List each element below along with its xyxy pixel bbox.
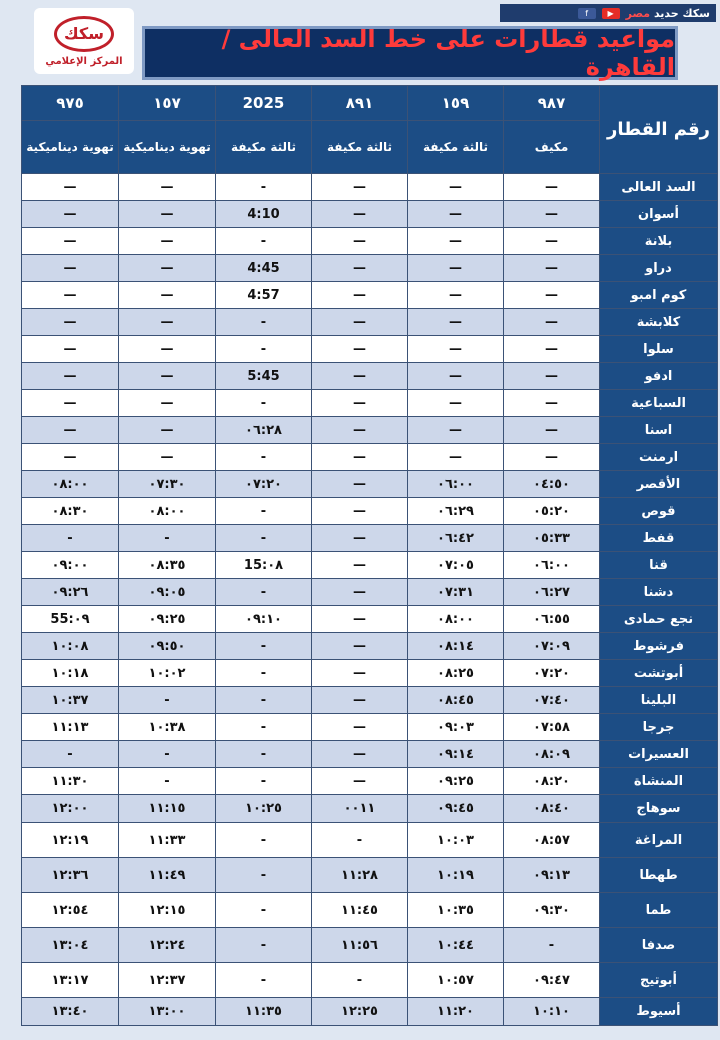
departure-time: ٠٩:٤٧ (504, 963, 600, 998)
departure-time: ١٢:٥٤ (22, 893, 119, 928)
departure-time: - (119, 525, 216, 552)
departure-time: — (312, 336, 408, 363)
youtube-icon[interactable]: ▶ (602, 8, 620, 19)
departure-time: - (216, 660, 312, 687)
departure-time: - (119, 687, 216, 714)
station-name: اسنا (600, 417, 718, 444)
station-name: صدفا (600, 928, 718, 963)
departure-time: — (504, 309, 600, 336)
departure-time: 4:10 (216, 201, 312, 228)
departure-time: — (312, 498, 408, 525)
departure-time: — (504, 444, 600, 471)
departure-time: — (312, 309, 408, 336)
departure-time: ٠٩:٢٥ (119, 606, 216, 633)
departure-time: — (119, 201, 216, 228)
departure-time: - (216, 633, 312, 660)
train-number: 2025 (216, 86, 312, 121)
departure-time: - (216, 444, 312, 471)
departure-time: — (504, 174, 600, 201)
station-name: السباعية (600, 390, 718, 417)
departure-time: — (408, 417, 504, 444)
table-row (22, 687, 718, 714)
departure-time: ١٣:١٧ (22, 963, 119, 998)
departure-time: ٠٩:٢٦ (22, 579, 119, 606)
departure-time: ٠٩:٤٥ (408, 795, 504, 823)
station-name: المراغة (600, 823, 718, 858)
station-name: أبوتشت (600, 660, 718, 687)
departure-time: — (312, 579, 408, 606)
departure-time: ٠٩:٠٠ (22, 552, 119, 579)
station-name: السد العالى (600, 174, 718, 201)
departure-time: - (216, 741, 312, 768)
departure-time: - (216, 498, 312, 525)
departure-time: ١٢:١٥ (119, 893, 216, 928)
departure-time: - (216, 228, 312, 255)
departure-time: — (312, 660, 408, 687)
departure-time: - (119, 741, 216, 768)
departure-time: - (216, 390, 312, 417)
departure-time: ١٠:١٩ (408, 858, 504, 893)
departure-time: - (22, 741, 119, 768)
station-name: دراو (600, 255, 718, 282)
table-row (22, 768, 718, 795)
departure-time: ١٠:١٨ (22, 660, 119, 687)
departure-time: ٠٨:٤٠ (504, 795, 600, 823)
departure-time: ١١:٣٠ (22, 768, 119, 795)
departure-time: — (408, 336, 504, 363)
departure-time: ١٣:٠٠ (119, 998, 216, 1026)
departure-time: - (216, 858, 312, 893)
table-row (22, 741, 718, 768)
departure-time: — (408, 201, 504, 228)
train-number-header: رقم القطار (600, 86, 718, 174)
table-row (22, 471, 718, 498)
table-row (22, 795, 718, 823)
departure-time: ٠٦:٢٧ (504, 579, 600, 606)
departure-time: - (216, 336, 312, 363)
departure-time: ٠٠١١ (312, 795, 408, 823)
station-name: كوم امبو (600, 282, 718, 309)
departure-time: ٠٧:٣٠ (119, 471, 216, 498)
departure-time: ١٠:٤٤ (408, 928, 504, 963)
departure-time: ٠٩:٢٥ (408, 768, 504, 795)
brand-name: سكك حديد مصر (625, 6, 710, 20)
departure-time: — (312, 525, 408, 552)
table-row (22, 174, 718, 201)
station-name: أسوان (600, 201, 718, 228)
departure-time: - (216, 714, 312, 741)
departure-time: — (408, 174, 504, 201)
table-row (22, 606, 718, 633)
table-row (22, 498, 718, 525)
departure-time: — (119, 282, 216, 309)
departure-time: — (22, 282, 119, 309)
departure-time: ٠٦:٢٩ (408, 498, 504, 525)
departure-time: — (504, 201, 600, 228)
station-name: بلانة (600, 228, 718, 255)
station-name: أسيوط (600, 998, 718, 1026)
departure-time: - (216, 768, 312, 795)
departure-time: ٠٩:١٣ (504, 858, 600, 893)
station-name: قفط (600, 525, 718, 552)
table-row (22, 858, 718, 893)
departure-time: — (119, 255, 216, 282)
departure-time: ٠٩:55 (22, 606, 119, 633)
departure-time: — (22, 390, 119, 417)
departure-time: ٠٨:٤٥ (408, 687, 504, 714)
departure-time: ٠٨:٣٠ (22, 498, 119, 525)
departure-time: ٠٥:٣٣ (504, 525, 600, 552)
station-name: طهطا (600, 858, 718, 893)
station-name: سوهاج (600, 795, 718, 823)
departure-time: ٠٧:٥٨ (504, 714, 600, 741)
departure-time: — (504, 282, 600, 309)
table-row (22, 282, 718, 309)
departure-time: — (312, 228, 408, 255)
departure-time: ٠٩:٥٠ (119, 633, 216, 660)
departure-time: — (22, 228, 119, 255)
departure-time: ١١:٤٩ (119, 858, 216, 893)
departure-time: ٠٧:٠٩ (504, 633, 600, 660)
departure-time: — (312, 363, 408, 390)
departure-time: — (119, 390, 216, 417)
departure-time: 5:45 (216, 363, 312, 390)
departure-time: ١١:٢٨ (312, 858, 408, 893)
departure-time: ٠٨:٠٩ (504, 741, 600, 768)
station-name: الأقصر (600, 471, 718, 498)
departure-time: ١٢:٢٥ (312, 998, 408, 1026)
departure-time: — (119, 228, 216, 255)
departure-time: — (312, 633, 408, 660)
departure-time: — (22, 417, 119, 444)
departure-time: - (216, 525, 312, 552)
station-name: أبوتيج (600, 963, 718, 998)
train-number: ١٥٩ (408, 86, 504, 121)
table-row (22, 336, 718, 363)
departure-time: ٠٨:٠٠ (22, 471, 119, 498)
table-row (22, 390, 718, 417)
departure-time: ٠٧:٤٠ (504, 687, 600, 714)
table-row (22, 579, 718, 606)
departure-time: — (312, 444, 408, 471)
departure-time: — (312, 606, 408, 633)
departure-time: - (312, 823, 408, 858)
departure-time: 4:57 (216, 282, 312, 309)
departure-time: ٠٧:٠٥ (408, 552, 504, 579)
table-row (22, 823, 718, 858)
departure-time: ١٠:٠٨ (22, 633, 119, 660)
logo-label: المركز الإعلامي (45, 55, 123, 67)
departure-time: — (119, 417, 216, 444)
station-name: طما (600, 893, 718, 928)
departure-time: — (22, 309, 119, 336)
departure-time: — (408, 309, 504, 336)
departure-time: — (408, 228, 504, 255)
departure-time: ٠٦:٤٢ (408, 525, 504, 552)
station-name: جرجا (600, 714, 718, 741)
departure-time: ١٢:١٩ (22, 823, 119, 858)
departure-time: — (22, 174, 119, 201)
station-name: كلابشة (600, 309, 718, 336)
departure-time: - (216, 963, 312, 998)
departure-time: ١١:٣٣ (119, 823, 216, 858)
departure-time: ٠٨:٠٠ (119, 498, 216, 525)
departure-time: ١١:٢٠ (408, 998, 504, 1026)
departure-time: — (312, 714, 408, 741)
train-type: ثالثة مكيفة (216, 121, 312, 174)
departure-time: - (119, 768, 216, 795)
departure-time: — (119, 444, 216, 471)
departure-time: ٠٩:١٠ (216, 606, 312, 633)
train-type: ثالثة مكيفة (408, 121, 504, 174)
departure-time: ٠٨:١٤ (408, 633, 504, 660)
departure-time: — (312, 417, 408, 444)
station-name: نجع حمادى (600, 606, 718, 633)
station-name: ادفو (600, 363, 718, 390)
departure-time: ١١:١٣ (22, 714, 119, 741)
departure-time: - (504, 928, 600, 963)
departure-time: ١٠:٥٧ (408, 963, 504, 998)
departure-time: ٠٦:٥٥ (504, 606, 600, 633)
departure-time: — (312, 255, 408, 282)
departure-time: - (216, 309, 312, 336)
train-type: تهوية ديناميكية (119, 121, 216, 174)
train-schedule-table (21, 85, 718, 1026)
departure-time: - (216, 174, 312, 201)
train-number: ٩٧٥ (22, 86, 119, 121)
departure-time: ١١:٥٦ (312, 928, 408, 963)
table-row (22, 714, 718, 741)
departure-time: — (504, 228, 600, 255)
departure-time: ١٢:٣٦ (22, 858, 119, 893)
station-name: العسيرات (600, 741, 718, 768)
departure-time: ٠٦:٢٨ (216, 417, 312, 444)
station-name: ارمنت (600, 444, 718, 471)
departure-time: ١٢:٠٠ (22, 795, 119, 823)
departure-time: ٠٧:٢٠ (216, 471, 312, 498)
departure-time: ٠٦:٠٠ (504, 552, 600, 579)
station-name: قوص (600, 498, 718, 525)
departure-time: ٠٤:٥٠ (504, 471, 600, 498)
departure-time: — (22, 363, 119, 390)
table-row (22, 525, 718, 552)
departure-time: — (504, 336, 600, 363)
table-row (22, 363, 718, 390)
departure-time: — (504, 255, 600, 282)
departure-time: — (312, 687, 408, 714)
departure-time: — (119, 174, 216, 201)
departure-time: ١٠:٢٥ (216, 795, 312, 823)
station-name: قنا (600, 552, 718, 579)
station-name: دشنا (600, 579, 718, 606)
departure-time: - (312, 963, 408, 998)
departure-time: 4:45 (216, 255, 312, 282)
page-title: مواعيد قطارات على خط السد العالى / القاهرة (221, 25, 675, 81)
table-row (22, 633, 718, 660)
departure-time: ١١:١٥ (119, 795, 216, 823)
station-name: البلينا (600, 687, 718, 714)
departure-time: ١٠:٠٣ (408, 823, 504, 858)
departure-time: ١٣:٤٠ (22, 998, 119, 1026)
departure-time: ١٢:٣٧ (119, 963, 216, 998)
departure-time: ١٣:٠٤ (22, 928, 119, 963)
departure-time: ٠٨:٠٠ (408, 606, 504, 633)
departure-time: ٠٨:٥٧ (504, 823, 600, 858)
station-name: سلوا (600, 336, 718, 363)
departure-time: ١٠:١٠ (504, 998, 600, 1026)
departure-time: ١١:٣٥ (216, 998, 312, 1026)
departure-time: — (22, 444, 119, 471)
departure-time: — (408, 255, 504, 282)
table-row (22, 998, 718, 1026)
departure-time: ١١:٤٥ (312, 893, 408, 928)
table-row (22, 893, 718, 928)
departure-time: - (216, 928, 312, 963)
departure-time: ٠٦:٠٠ (408, 471, 504, 498)
departure-time: — (312, 741, 408, 768)
train-number: ١٥٧ (119, 86, 216, 121)
table-row (22, 228, 718, 255)
departure-time: — (312, 174, 408, 201)
departure-time: ١٢:٢٤ (119, 928, 216, 963)
railway-logo-icon: سكك (54, 16, 114, 52)
table-row (22, 309, 718, 336)
departure-time: — (408, 444, 504, 471)
departure-time: ٠٨:٣٥ (119, 552, 216, 579)
departure-time: - (216, 823, 312, 858)
facebook-icon[interactable]: f (578, 8, 596, 19)
departure-time: — (312, 552, 408, 579)
departure-time: ٠٨:15 (216, 552, 312, 579)
departure-time: ٠٧:٣١ (408, 579, 504, 606)
page-title-box (142, 26, 678, 80)
departure-time: - (216, 687, 312, 714)
table-row (22, 963, 718, 998)
departure-time: — (408, 282, 504, 309)
departure-time: ٠٥:٢٠ (504, 498, 600, 525)
departure-time: - (216, 579, 312, 606)
departure-time: ٠٨:٢٥ (408, 660, 504, 687)
departure-time: ٠٨:٢٠ (504, 768, 600, 795)
departure-time: — (312, 390, 408, 417)
departure-time: — (22, 255, 119, 282)
train-type: مكيف (504, 121, 600, 174)
media-center-logo (34, 8, 134, 74)
station-name: فرشوط (600, 633, 718, 660)
departure-time: - (22, 525, 119, 552)
departure-time: — (408, 363, 504, 390)
brand-bar (500, 4, 716, 22)
train-type: ثالثة مكيفة (312, 121, 408, 174)
departure-time: — (119, 336, 216, 363)
departure-time: - (216, 893, 312, 928)
train-number: ٨٩١ (312, 86, 408, 121)
departure-time: — (408, 390, 504, 417)
departure-time: — (22, 201, 119, 228)
departure-time: — (312, 201, 408, 228)
station-name: المنشاة (600, 768, 718, 795)
train-type: تهوية ديناميكية (22, 121, 119, 174)
departure-time: — (312, 471, 408, 498)
departure-time: ٠٩:٠٣ (408, 714, 504, 741)
table-row (22, 255, 718, 282)
table-row (22, 201, 718, 228)
train-number: ٩٨٧ (504, 86, 600, 121)
departure-time: ١٠:٣٥ (408, 893, 504, 928)
departure-time: — (312, 282, 408, 309)
table-row (22, 928, 718, 963)
departure-time: ٠٧:٢٠ (504, 660, 600, 687)
departure-time: ١٠:٣٨ (119, 714, 216, 741)
departure-time: — (22, 336, 119, 363)
departure-time: — (119, 309, 216, 336)
departure-time: ١٠:٠٢ (119, 660, 216, 687)
table-row (22, 417, 718, 444)
departure-time: ١٠:٣٧ (22, 687, 119, 714)
departure-time: — (504, 363, 600, 390)
table-row (22, 660, 718, 687)
departure-time: — (312, 768, 408, 795)
table-row (22, 444, 718, 471)
departure-time: ٠٩:٠٥ (119, 579, 216, 606)
departure-time: ٠٩:٣٠ (504, 893, 600, 928)
table-row (22, 552, 718, 579)
departure-time: ٠٩:١٤ (408, 741, 504, 768)
departure-time: — (119, 363, 216, 390)
departure-time: — (504, 390, 600, 417)
departure-time: — (504, 417, 600, 444)
